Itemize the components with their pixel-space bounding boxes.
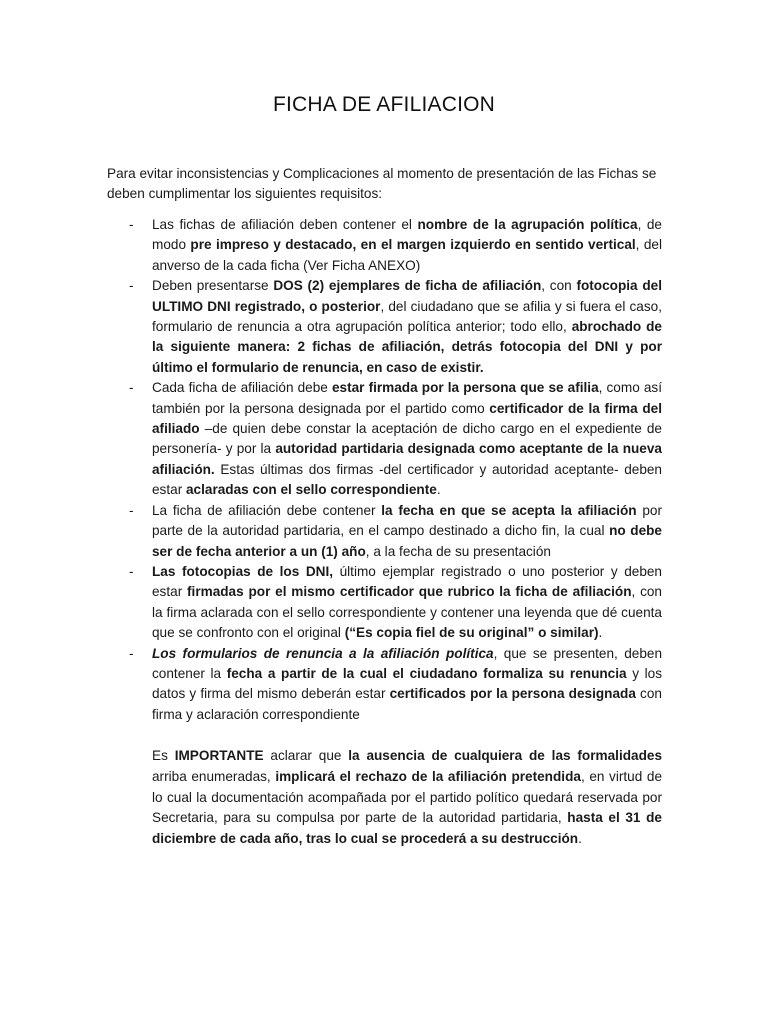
requirement-text (152, 217, 662, 273)
emphasis-wrapper (152, 646, 494, 661)
page-title: FICHA DE AFILIACION (272, 93, 495, 116)
emphasis-text: Los formularios de renuncia a la afiliación política (152, 645, 494, 661)
bold-text: no debe ser de fecha anterior a un (1) año (152, 523, 662, 559)
body-text: , a la fecha de su presentación (365, 543, 551, 559)
body-text: . (598, 625, 603, 641)
body-text: , como así también por la persona designada por el partido como (152, 380, 662, 416)
body-text: Es (152, 748, 175, 763)
body-text: Deben presentarse (152, 278, 274, 294)
body-text: Las fichas de afiliación deben contener el (152, 217, 418, 232)
requirement-text (152, 503, 662, 559)
body-text: arriba enumeradas, (152, 768, 276, 784)
body-text: , del ciudadano que se afilia y si fuera el caso, formulario de renuncia a otra agrupación política anterior; todo ello, (152, 298, 663, 335)
requirement-text (152, 380, 662, 497)
body-text: –de quien debe constar la aceptación de dicho cargo en el expediente de personería- y por la (152, 421, 662, 457)
body-text: , en virtud de lo cual la documentación acompañada por el partido político quedará reservada por Secretaria, para su compulsa por parte de la autoridad partidaria, (152, 768, 662, 826)
intro-paragraph: Para evitar inconsistencias y Complicaciones al momento de presentación de las Fichas se deben cumplimentar los siguientes requisitos: (107, 166, 657, 201)
bullet-dash: - (129, 563, 134, 579)
bold-text: nombre de la agrupación política (417, 217, 638, 232)
requirement-item (107, 501, 662, 562)
closing-paragraph (152, 746, 662, 850)
bold-text: la fecha en que se acepta la afiliación (381, 502, 637, 518)
bullet-dash: - (129, 217, 134, 232)
bold-text: firmadas por el mismo certificador que rubrico la ficha de afiliación (187, 584, 632, 600)
bold-text: autoridad partidaria designada como aceptante de la nueva afiliación. (152, 441, 662, 477)
bold-text: pre impreso y destacado, en el margen izquierdo en sentido vertical (190, 237, 636, 253)
body-text: con firma y aclaración correspondiente (152, 686, 662, 722)
bold-text: IMPORTANTE (174, 748, 264, 763)
body-text: , de modo (152, 217, 662, 253)
requirements-list (107, 215, 662, 725)
bold-text: (“Es copia fiel de su original” o similar) (344, 625, 599, 641)
bold-text: certificados por la persona designada (389, 686, 636, 702)
bold-text: DOS (2) ejemplares de ficha de afiliación (273, 278, 542, 294)
body-text: La ficha de afiliación debe contener (152, 502, 382, 518)
bold-text: la ausencia de cualquiera de las formalidades (348, 748, 663, 763)
bold-text: certificador de la firma del afiliado (152, 400, 662, 437)
bold-text: aclaradas con el sello correspondiente (186, 482, 437, 498)
body-text: y los datos y firma del mismo deberán estar (152, 665, 662, 702)
bold-text: abrochado de la siguiente manera: 2 fichas de afiliación, detrás fotocopia del DNI y por último el formulario de renuncia, en caso de existir. (152, 319, 662, 375)
bold-text: hasta el 31 de diciembre de cada año, tras lo cual se procederá a su destrucción (152, 810, 662, 847)
bold-text: Las fotocopias de los DNI, (152, 563, 334, 579)
requirement-item (107, 215, 662, 276)
body-text: . (578, 831, 582, 847)
bold-text: fecha a partir de la cual el ciudadano formaliza su renuncia (226, 665, 627, 681)
body-text: . (436, 482, 441, 498)
bullet-dash: - (129, 380, 134, 396)
body-text: , que se presenten, deben contener la (152, 645, 662, 681)
requirement-item (107, 276, 662, 378)
body-text: , del anverso de la cada ficha (Ver Ficha ANEXO) (152, 237, 662, 273)
bullet-dash: - (129, 645, 134, 661)
requirement-item (107, 562, 662, 644)
bold-text: fotocopia del ULTIMO DNI registrado, o posterior (152, 278, 662, 314)
body-text: aclarar que (263, 748, 349, 763)
body-text: Cada ficha de afiliación debe (152, 380, 332, 396)
bold-text: implicará el rechazo de la afiliación pretendida (275, 768, 581, 784)
requirement-text (152, 646, 662, 722)
body-text: último ejemplar registrado o uno posterior y deben estar (152, 563, 662, 600)
bullet-dash: - (129, 502, 134, 518)
bold-text: estar firmada por la persona que se afilia (331, 380, 599, 396)
requirement-text (152, 564, 662, 640)
requirement-item (107, 378, 662, 500)
body-text: , con (541, 278, 577, 294)
body-text: por parte de la autoridad partidaria, en el campo destinado a dicho fin, la cual (152, 502, 662, 539)
bullet-dash: - (129, 278, 134, 294)
requirement-text (152, 278, 662, 375)
body-text: , con la firma aclarada con el sello correspondiente y contener una leyenda que dé cuenta que se confronto con el original (152, 584, 662, 641)
body-text: Estas últimas dos firmas -del certificador y autoridad aceptante- deben estar (152, 461, 662, 498)
requirement-item (107, 644, 662, 726)
